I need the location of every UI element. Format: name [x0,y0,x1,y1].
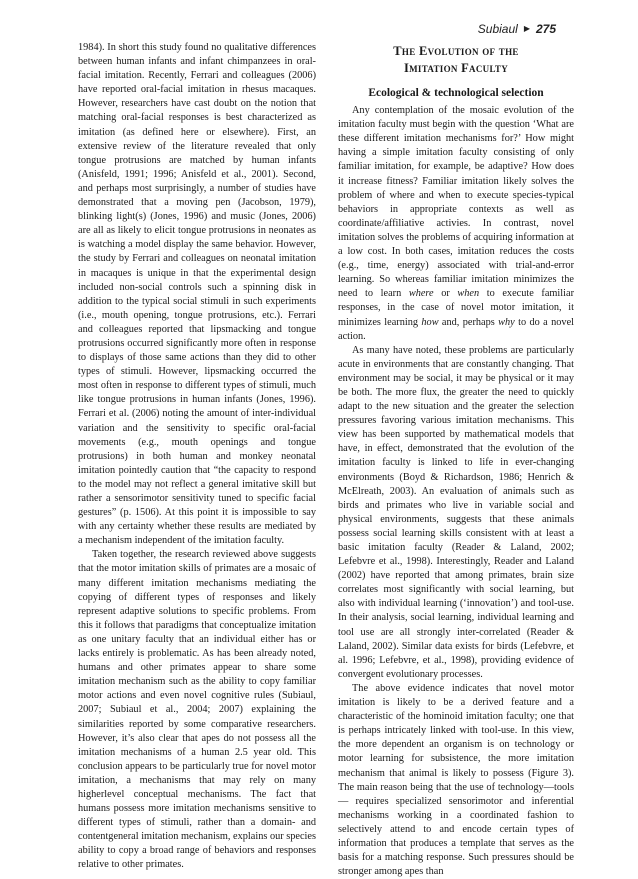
para1-em-where: where [408,288,434,300]
left-paragraph-2: Taken together, the research reviewed above suggests that the motor imitation skills of primates are a mosaic of many different imitation mechanisms mediating the copying of different types of responses and likely represent adaptive solutions to specific problems. From this it follows that paradigms that conceptualize imitation as one unitary faculty that an individual either has or lacks entirely is problematic. As has been already noted, humans and other primates appear to share some imitation mechanism such as the ability to copy familiar motor actions and even novel cognitive rules (Subiaul, 2007; Subiaul et al., 2004; 2007) explaining the similarities reported by some comparative researchers. However, it’s also clear that apes do not possess all the imitation mechanisms of a human 2.5 year old. This conclusion appears to be particularly true for novel motor imitation, a mechanisms that may rely on many higherlevel conceptual mechanisms. The fact that humans possess more imitation mechanisms sensitive to different types of stimuli, rather than a domain- and contentgeneral imitation mechanism, explains our species ability to copy a broad range of behaviors and responses relative to other primates. [78,549,316,871]
para1-text-d: and, perhaps [438,316,499,328]
triangle-separator-icon: ▶ [523,24,530,33]
right-paragraph-2: As many have noted, these problems are particularly acute in environments that are constantly changing. That environment may be social, it may be physical or it may be both. The more flux, the greater the need to quickly adapt to the new situation and the greater the selection pressures favoring various imitation mechanisms. This view has been supported by mathematical models that have, in effect, demonstrated that the evolution of the imitation faculty is linked to life in ever-changing environments (Boyd & Richardson, 1986; Henrich & McElreath, 2003). An evaluation of animals such as birds and primates who live in variable social and physical environments, suggests that these animals possess social learning skills consistent with at least a basic imitation faculty (Reader & Laland, 2002; Lefebvre et al., 1998). Interestingly, Reader and Laland (2002) have reported that among primates, brain size correlates most significantly with social learning, but also with individual learning (‘innovation’) and tool-use. In their analysis, social learning, individual learning and tool use are all strongly inter-correlated (Reader & Laland, 2002). Similar data exists for birds (Lefebvre, et al. 1996; Lefebvre, et al., 1998), providing evidence of convergent evolutionary processes. [338,344,574,680]
para1-text-e: to do a novel action. [338,316,574,342]
right-paragraph-1 [338,104,574,344]
left-paragraph-1: 1984). In short this study found no qualitative differences between human infants and infant chimpanzees in oral-facial imitation. Recently, Ferrari and colleagues (2006) have reported oral-facial imitation in rhesus macaques. However, researchers have cast doubt on the notion that matching oral-facial responses is best characterized as imitation (as defined here or elsewhere). First, an extensive review of the literature revealed that only tongue protrusions are matched by human infants (Anisfeld, 1991; 1996; Anisfeld et al., 2001). Second, and perhaps most surprisingly, a number of studies have demonstrated that a moving pen (Jacobson, 1979), blinking light(s) (Jones, 1996) and music (Jones, 2006) are all as likely to elicit tongue protrusions in neonates as is watching a model display the same behavior. However, the study by Ferrari and colleagues on neonatal imitation in macaques is unique in that the experimental design included non-social controls such a spinning disk in addition to the typical social stimuli in such experiments (i.e., mouth opening, tongue protrusions, etc.). Ferrari and colleagues reported that lipsmacking and tongue protrusions occurred significantly more often in response to displays of those same actions than they did to other types of stimuli. However, lipsmacking occurred the most often in response to different types of stimuli, much like tongue protrusions in human infants (Jones, 1996). Ferrari et al. (2006) noting the amount of inter-individual variation and the sensitivity to specific oral-facial movements (e.g., mouth openings and tongue protrusions) in both human and monkey neonatal imitation pointedly caution that “the capacity to respond to the model may not reflect a general imitative skill but rather a sensorimotor sensitivity tuned to specific facial gestures” (p. 1506). At this point it is impossible to say with any certainty whether these results are mediated by a mechanism independent of the imitation faculty. [78,42,316,547]
right-paragraph-3: The above evidence indicates that novel motor imitation is likely to be a derived feature and a characteristic of the hominoid imitation faculty; one that is perhaps intricately linked with tool-use. In this view, the more dependent an organism is on technology or motor learning for subsistence, the more imitation mechanism that animal is likely to possess (Figure 3). The main reason being that the use of technology—tools— requires specialized sensorimotor and inferential mechanisms working in a coordinated fashion to selectively attend to and encode certain types of information that produces a template that serves as the basis for a matching response. Such pressures should be stronger among apes than [338,682,574,878]
para1-em-why: why [498,316,515,328]
para1-em-when: when [457,288,480,300]
page-number: 275 [535,22,556,36]
para1-text-c: to execute familiar responses, in the case of novel motor imitation, it minimizes learning [338,288,574,328]
right-column [338,41,574,879]
para1-text-a: Any contemplation of the mosaic evolution of the imitation faculty must begin with the question ‘What are these different imitation mechanisms for?’ How might having a simple imitation faculty consisting of only familiar imitation, for example, be adaptive? How does it increase fitness? Familiar imitation likely solves the problem of where and when to execute species-typical behaviors in appropriate contexts as well as coordinate/affiliative activies. In contrast, novel imitation solves the problems of acquiring information at a low cost. In both cases, imitation reduces the costs (e.g., time, energy) associated with trial-and-error learning. So whereas familiar imitation minimizes the need to learn [338,105,574,300]
section-title-line-2: Imitation Faculty [403,61,509,75]
para1-em-how: how [421,316,439,328]
section-title [338,43,574,77]
subsection-title: Ecological & technological selection [368,87,544,99]
running-header [478,22,556,36]
left-column [78,41,316,873]
running-header-author: Subiaul [477,22,518,36]
section-title-line-1: The Evolution of the [393,44,519,58]
para1-text-b: or [433,288,458,300]
